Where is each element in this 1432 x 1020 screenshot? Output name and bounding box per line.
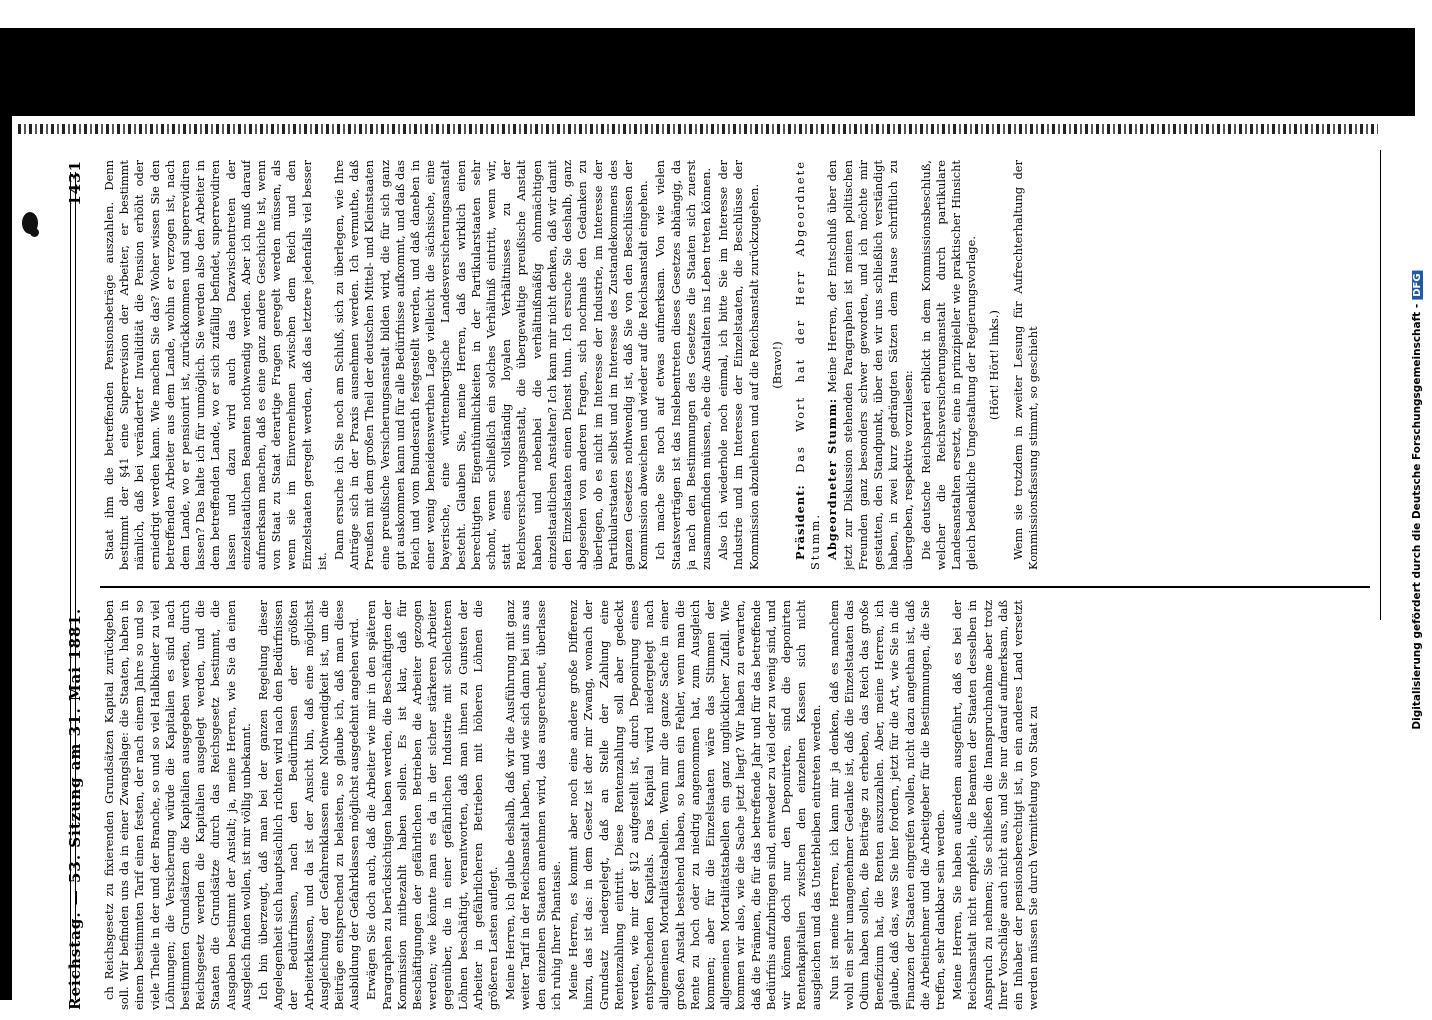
ink-blot-small (30, 228, 39, 237)
scan-black-border-top (0, 28, 1415, 116)
text-column-right (102, 160, 1282, 570)
paragraph: Dann ersuche ich Sie noch am Schluß, sich zu überlegen, wie Ihre Anträge sich in der Praxis ausnehmen werden. Ich vermuthe, daß Preußen mit dem großen Theil der deutschen Mittel- und Kleinstaaten eine preußische Versicherungsanstalt bilden wird, die für sich ganz gut auskommen kann und für alle Bedürfnisse aufkommt, und daß das Reich und vom Bundesrath festgestellt werden, und daß daneben in einer wenig beneidenswerthen Lage vielleicht die sächsische, eine bayerische, eine württembergische Landesversicherungsanstalt besteht. Glauben Sie, meine Herren, daß das wirklich einen berechtigten Eigenthümlichkeiten in der Partikularstaaten sehr schont, wenn schließlich ein solches Verhältniß eintritt, wenn wir, statt eines vollständig loyalen Verhältnisses zu der Reichsversicherungsanstalt, die übergewaltige preußische Anstalt haben und nebenbei die verhältnißmäßig ohnmächtigen einzelstaatlichen Anstalten? Ich kann mir nicht denken, daß wir damit den Einzelstaaten einen Dienst thun. Ich ersuche Sie deshalb, ganz abgesehen von anderen Fragen, sich nochmals den Gedanken zu überlegen, ob es nicht im Interesse der Industrie, im Interesse der Partikularstaaten selbst und im Interesse des Zustandekommens des ganzen Gesetzes nothwendig ist, daß Sie von den Beschlüssen der Kommission abweichen und wieder auf die Reichsanstalt eingehen. (332, 160, 651, 570)
paragraph: Erwägen Sie doch auch, daß die Arbeiter wie mir in den späteren Paragraphen zu berücksichtigen haben werden, die Beschäftigten der Kommission mitbezahlt haben sollen. Es ist klar, daß für Beschäftigungen der gefährlichen Betrieben die Arbeiter gezogen werden; wie könnte man es da in der sicher stärkeren Arbeiter gegenüber, die in einer gefährlichen Industrie mit schlechteren Löhnen beschäftigt, verantworten, daß man ihnen zu Gunsten der Arbeiter in gefährlicheren Betrieben mit höheren Löhnen die größeren Lasten auflegt. (364, 600, 501, 1010)
scan-black-border-left (0, 116, 12, 1000)
interjection-bravo: (Bravo!) (769, 341, 784, 389)
column-divider (100, 586, 1370, 588)
speaker-paragraph (793, 160, 823, 570)
paragraph: Nun ist meine Herren, ich kann mir ja denken, daß es manchem wohl ein sehr unangenehmer Gedanke ist, daß die Einzelstaaten das Odium haben sollen, die Beiträge zu erheben, das Reich das große Benefizium hat, die Renten auszuzahlen. Aber, meine Herren, ich glaube, daß das, was Sie hier fordern, jetzt für die Art, wie Sie in die Finanzen der Staaten eingreifen wollen, nicht dazu angethan ist, daß die Arbeitnehmer und die Arbeitgeber für die Bestimmungen, die Sie treffen, sehr dankbar sein werden. (826, 600, 947, 1010)
rotated-page (56, 150, 1376, 1020)
paragraph: Wenn sie trotzdem in zweiter Lesung für Aufrechterhaltung der Kommissionsfassung stimmt, so geschieht (1010, 160, 1040, 570)
paragraph: ch Reichsgesetz zu fixierenden Grundsätzen Kapital zurückgeben soll. Wir befinden uns da in einer Zwangslage: die Staaten, haben in einem bestimmten Tarif einen festen, der nach einem Jahre so und so viele Theile in der und der Branche, so und so viel Halbkinder zu viel Löhnungen; die Versicherung würde die Kapitalien es sind nach bestimmten Grundsätzen die Kapitalien ausgegeben werden, durch Reichsgesetz werden die Kapitalien ausgelegt werden, und die Staaten die Grundsätze durch das Reichsgesetz bestimmt, die Ausgaben bestimmt der Anstalt; ja, meine Herren, wie Sie da einen Ausgleich finden wollen, ist mir völlig unbekannt. (102, 600, 253, 1010)
text-column-left (102, 600, 1367, 1010)
scan-page-edge (18, 124, 1378, 134)
running-head: Reichstag. — 53. Sitzung am 31. Mai 1881. (66, 607, 84, 1010)
paragraph: Meine Herren, ich glaube deshalb, daß wir die Ausführung mit ganz weiter Tarif in der Reichsanstalt haben, und wie sich dann bei uns aus den einzelnen Staaten annehmen wird, das ausgerechnet, überlasse ich ruhig Ihrer Phantasie. (503, 600, 563, 1010)
speaker-text: Das Wort hat der Herr Abgeordnete Stumm. (792, 160, 823, 570)
paragraph: Staat ihm die betreffenden Pensionsbeträge auszahlen. Denn bestimmt der §41 eine Superrevision der Arbeiter, er bestimmt nämlich, daß bei veränderter Invalidität die Pension erhöht oder erniedrigt werden kann. Wie machen Sie das? Woher wissen Sie den betreffenden Arbeiter aus dem Lande, wohin er verzogen ist, nach dem Lande, wo er pensionirt ist, zurückkommen und superrevidiren lassen? Das halte ich für unmöglich. Sie werden also den Arbeiter in dem betreffenden Lande, wo er sich zufällig befindet, superrevidiren lassen und dazu wird auch das Dazwischentreten der einzelstaatlichen Beamten nothwendig werden. Aber ich muß darauf aufmerksam machen, daß es eine ganz andere Geschichte ist, wenn von Staat zu Staat derartige Fragen geregelt werden müssen, als wenn sie im Einvernehmen zwischen dem Reich und den Einzelstaaten geregelt werden, daß das letztere jedenfalls viel besser ist. (102, 160, 329, 570)
page-header (56, 150, 96, 1020)
dfg-logo: DFG (1412, 270, 1423, 299)
paragraph: Also ich wiederhole noch einmal, ich bitte Sie im Interesse der Industrie und im Interesse der Einzelstaaten, die Beschlüsse der Kommission abzulehnen und auf die Reichsanstalt zurückzugehen. (716, 160, 761, 570)
page-number: 1431 (66, 160, 84, 206)
speaker-text: Meine Herren, der Entschluß über den jetzt zur Diskussion stehenden Paragraphen ist meinen politischen Freunden ganz besonders schwer geworden, und ich möchte mir gestatten, den Standpunkt, über den wir uns schließlich verständigt haben, in zwei kurz gedrängten Sätzen dem Hause schriftlich zu übergeben, respektive vorzulesen: (825, 160, 916, 570)
paragraph: Meine Herren, Sie haben außerdem ausgeführt, daß es bei der Reichsanstalt nicht empfehle, die Beamten der Staaten desselben in Anspruch zu nehmen; Sie schließen die Inanspruchnahme aber trotz Ihrer Vorschläge auch nicht aus, und Sie nur darauf aufmerksam, daß ein Inhaber der pensionsberechtigt ist, in ein anderes Land versetzt werden müssen Sie durch Vermittelung von Staat zu (950, 600, 1041, 1010)
digitization-text: Digitalisierung gefördert durch die Deutsche Forschungsgemeinschaft - (1411, 303, 1423, 730)
paragraph: Meine Herren, es kommt aber noch eine andere große Differenz hinzu, das ist das: in dem Gesetz ist der mir Zwang, wonach der Grundsatz niedergelegt, daß an Stelle der Zahlung eine Rentenzahlung eintritt. Diese Rentenzahlung soll aber gedeckt werden, wie mir der §12 aufgestellt ist, durch Deponirung eines entsprechenden Kapitals. Das Kapital wird niedergelegt nach allgemeinen Mortalitätstabellen. Wenn mir die ganze Sache in einer großen Anstalt bestehend haben, so kann ein Fehler, wenn man die Rente zu hoch oder zu niedrig angenommen hat, zum Ausgleich kommen; aber für die Einzelstaaten wäre das Stimmen der allgemeinen Mortalitätstabellen ein ganz unglücklicher Zufall. Wie kommen wir also, wie die Sache jetzt liegt? Wir haben zu erwarten, daß die Prämien, die für das betreffende Jahr und für das betreffende Bedürfnis aufzubringen sind, entweder zu viel oder zu wenig sind, und wir können doch nur den Deponirten, sind die deponirten Rentenkapitalien zwischen den einzelnen Kassen sich nicht ausgleichen und das Unterbleiben eintreten werden. (566, 600, 824, 1010)
paragraph: Ich mache Sie noch auf etwas aufmerksam. Von wie vielen Staatsverträgen ist das Inslebentreten dieses Gesetzes abhängig, da ja nach den Bestimmungen des Gesetzes die Staaten sich zuerst zusammenfinden müssen, ehe die Anstalten ins Leben treten können. (653, 160, 713, 570)
resolution-text: Die deutsche Reichspartei erblickt in dem Kommissionsbeschluß, welcher die Reichsversicherungsanstalt durch partikulare Landesanstalten ersetzt, eine in prinzipieller wie praktischer Hinsicht gleich bedenkliche Umgestaltung der Regierungsvorlage. (918, 160, 979, 570)
digitization-notice (1403, 8, 1431, 993)
speaker-praesident: Präsident: (792, 484, 807, 560)
speaker-paragraph (825, 160, 916, 570)
page-frame-rule-right (1380, 150, 1381, 620)
interjection-hoert: (Hört! Hört! links.) (987, 310, 1002, 420)
speaker-stumm: Abgeordneter Stumm: (825, 397, 840, 560)
paragraph: Ich bin überzeugt, daß man bei der ganzen Regelung dieser Angelegenheit sich hauptsächlich richten wird nach den Bedürfnissen der Bedürfnissen, nach den Bedürfnissen der größten Arbeiterklassen, und da ist der Ansicht bin, daß eine möglichst Ausgleichung der Gefahrenklassen eine Nothwendigkeit ist, um die Beiträge entsprechend zu belasten, so glaube ich, daß man diese Ausbildung der Gefahrklassen möglichst ausgedehnt angehen wird. (256, 600, 362, 1010)
